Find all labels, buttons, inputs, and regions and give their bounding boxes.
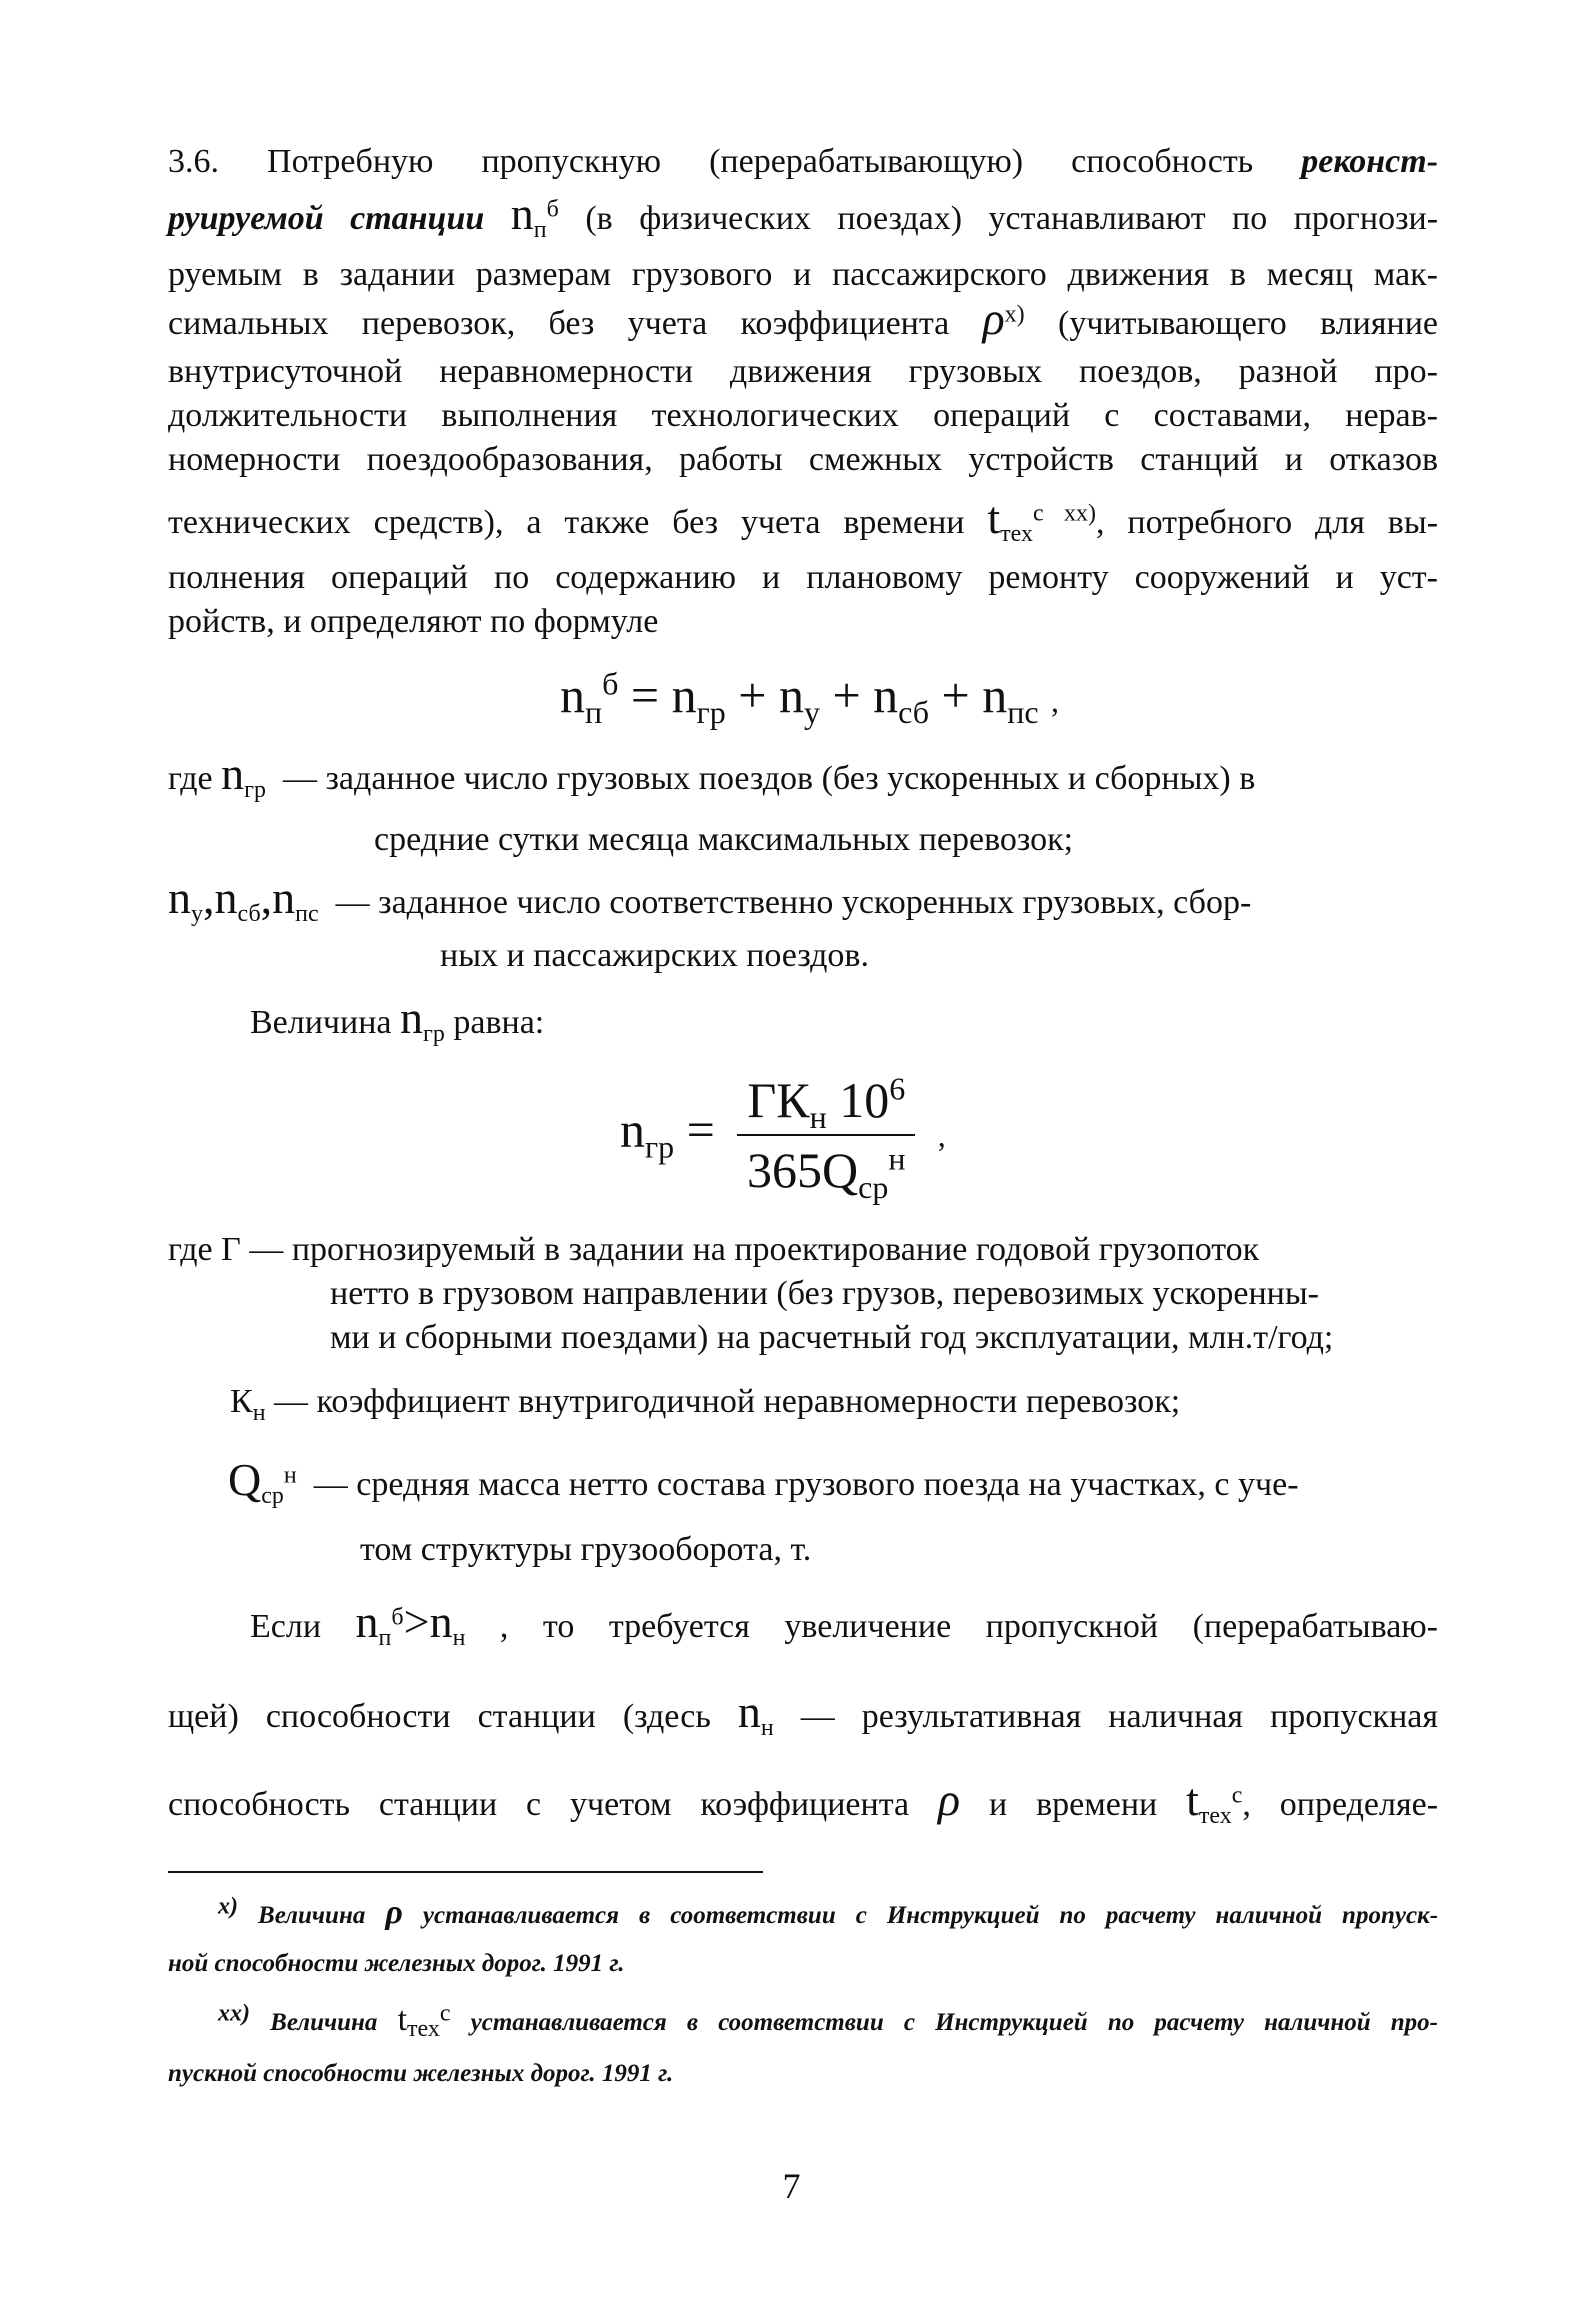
para-line-4: симальных перевозок, без учета коэффициента $\rho^{х)}$ (учитывающего влияние — [168, 293, 1438, 344]
footnote-1-line-2: ной способности железных дорог. 1991 г. — [168, 1950, 625, 1977]
para-line-2: руируемой станции $n_п^б$ (в физических поездах) устанавливают по прогнози- — [168, 188, 1439, 243]
footnote-divider — [168, 1871, 763, 1873]
def-Q-line-1: $Q_{ср}^н$ — средняя масса нетто состава грузового поезда на участках, с уче- — [228, 1454, 1299, 1509]
n-symbol: n — [510, 188, 534, 239]
def-G-line-3: ми и сборными поездами) на расчетный год эксплуатации, млн.т/год; — [330, 1319, 1334, 1356]
def-nrest-line-1: $n_у,n_{сб},n_{пс}$ — заданное число соответственно ускоренных грузовых, сбор- — [168, 872, 1252, 927]
formula-capacity: $n_п^б = n_{гр} + n_у + n_{сб} + n_{пс}$ , — [560, 665, 1060, 730]
def-G-line-2: нетто в грузовом направлении (без грузов, перевозимых ускоренны- — [330, 1275, 1320, 1312]
value-ngr-label: Величина $n_{гр}$ равна: — [250, 992, 545, 1047]
para-line-1: 3.6. Потребную пропускную (перерабатывающую) способность реконст- — [168, 143, 1439, 180]
def-ngr-line-2: средние сутки месяца максимальных перевозок; — [374, 821, 1074, 858]
para-line-7: номерности поездообразования, работы смежных устройств станций и отказов — [168, 441, 1438, 478]
footnote-2-line-1: $^{хх)}$ Величина $t_{тех}^с$ устанавливается в соответствии с Инструкцией по расчету наличной про- — [218, 2000, 1438, 2042]
para-line-6: должительности выполнения технологических операций с составами, нерав- — [168, 397, 1438, 434]
para-line-8: технических средств), а также без учета времени $t_{тех}^{с хх)}$, потребного для вы- — [168, 492, 1439, 547]
def-G-line-1: где Г — прогнозируемый в задании на проектирование годовой грузопоток — [168, 1231, 1260, 1268]
footnote-1-line-1: $^{х)}$ Величина ρ устанавливается в соответствии с Инструкцией по расчету наличной пропуск- — [218, 1893, 1439, 1931]
para-line-5: внутрисуточной неравномерности движения грузовых поездов, разной про- — [168, 353, 1438, 390]
closing-line-3: способность станции с учетом коэффициента ρ и времени $t_{тех}^с$, определяе- — [168, 1774, 1439, 1829]
formula-ngr: $n_{гр}$ = $\frac{ГК_н 10^6}{365Q_{ср}^н}$ , — [620, 1070, 946, 1205]
page-number: 7 — [782, 2166, 801, 2206]
para-line-3: руемым в задании размерам грузового и пассажирского движения в месяц мак- — [168, 256, 1438, 293]
para-line-10: ройств, и определяют по формуле — [168, 603, 659, 640]
para-line-9: полнения операций по содержанию и плановому ремонту сооружений и уст- — [168, 559, 1438, 596]
closing-line-2: щей) способности станции (здесь $n_н$ — результативная наличная пропускная — [168, 1686, 1439, 1741]
def-Q-line-2: том структуры грузооборота, т. — [360, 1531, 812, 1568]
def-K: $К_н$ — коэффициент внутригодичной неравномерности перевозок; — [230, 1383, 1181, 1426]
footnote-2-line-2: пускной способности железных дорог. 1991 г. — [168, 2060, 674, 2087]
closing-line-1: Если $n_п^б>n_н$ , то требуется увеличение пропускной (перерабатываю- — [250, 1596, 1439, 1651]
def-ngr-line-1: где $n_{гр}$ — заданное число грузовых поездов (без ускоренных и сборных) в — [168, 748, 1256, 803]
def-nrest-line-2: ных и пассажирских поездов. — [440, 937, 869, 974]
